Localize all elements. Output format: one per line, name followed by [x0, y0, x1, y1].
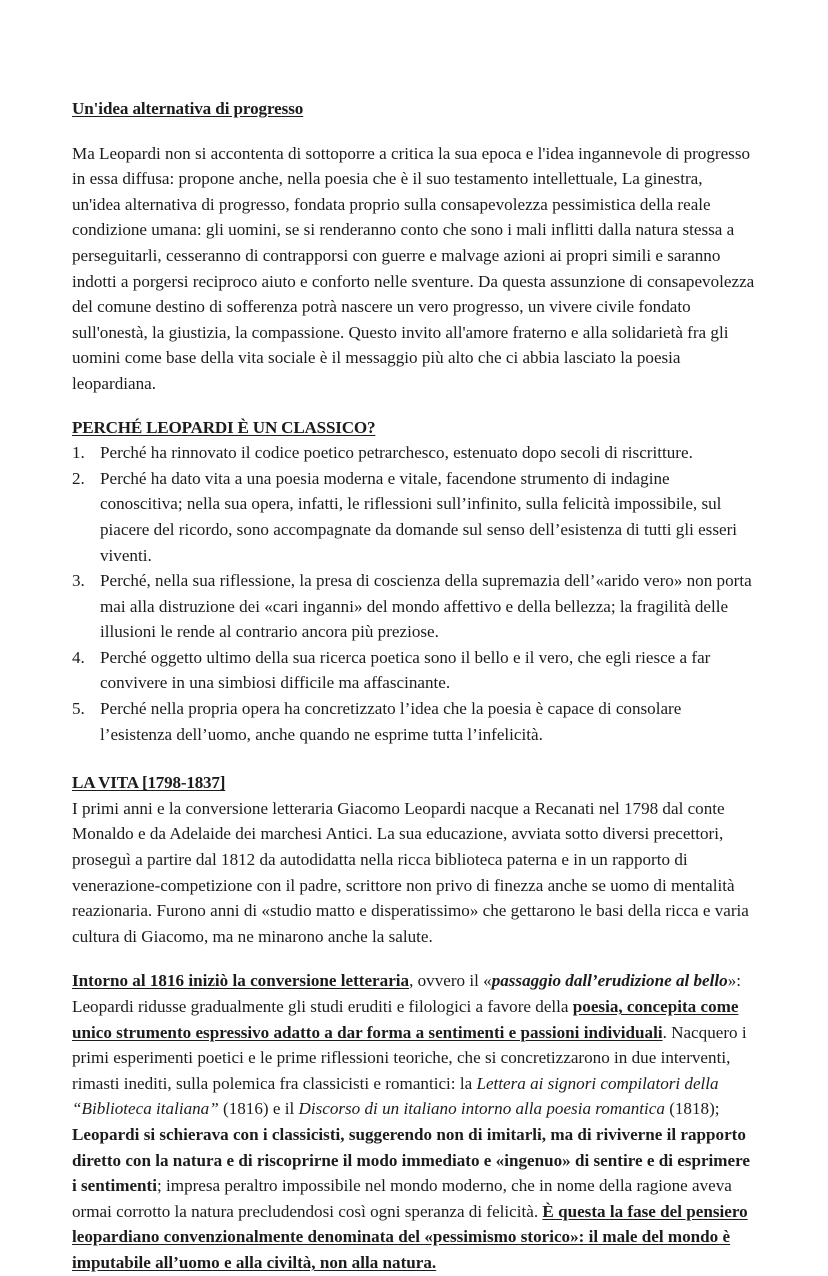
run-poesia-concepita: poesia, concepita come unico strumento espressivo adatto a dar forma a sentimenti e passioni individuali — [72, 997, 739, 1042]
classico-reasons-list — [72, 440, 755, 747]
paragraph-conversione-letteraria — [72, 968, 755, 1275]
run-bold-leopardi-classicisti: Leopardi si schierava con i classicisti, suggerendo non di imitarli, ma di riviverne il rapporto diretto con la natura e di riscoprirne il modo immediato e «ingenuo» di sentire e di esprimere i sentimenti — [72, 1124, 750, 1196]
spacer — [72, 397, 755, 415]
list-item: Perché oggetto ultimo della sua ricerca poetica sono il bello e il vero, che egli riesce a far convivere in una simbiosi difficile ma affascinante. — [100, 647, 711, 693]
spacer — [72, 122, 755, 141]
run-intorno-1816: Intorno al 1816 iniziò la conversione letteraria — [72, 971, 410, 991]
list-item: Perché ha dato vita a una poesia moderna e vitale, facendone strumento di indagine conoscitiva; nella sua opera, infatti, le riflessioni sull’infinito, sulla felicità impossibile, sul piacere del ricordo, sono accompagnate da domande sul senso dell’esistenza di tutti gli esseri viventi. — [100, 468, 738, 565]
spacer — [72, 949, 755, 968]
run-pessimismo-storico: È questa la fase del pensiero leopardiano convenzionalmente denominata del «pessimismo storico»: il male del mondo è imputabile all’uomo e alla civiltà, non alla natura. — [72, 1201, 748, 1272]
run-plain-nacquero: . Nacquero i primi esperimenti poetici e le prime riflessioni teoriche, che si concretizzarono in due interventi, rimasti inediti, sulla polemica fra classicisti e romantici: la — [72, 1022, 747, 1093]
run-passaggio-erudizione: passaggio dall’erudizione al bello — [491, 971, 728, 991]
list-item: Perché ha rinnovato il codice poetico petrarchesco, estenuato dopo secoli di riscritture. — [100, 443, 693, 463]
document-body — [72, 96, 755, 1276]
run-italic-discorso-italiano: Discorso di un italiano intorno alla poesia romantica — [298, 1099, 665, 1119]
paragraph-la-vita: I primi anni e la conversione letteraria Giacomo Leopardi nacque a Recanati nel 1798 dal conte Monaldo e da Adelaide dei marchesi Antici. La sua educazione, avviata sotto diversi precettori, proseguì a partire dal 1812 da autodidatta nella ricca biblioteca paterna e in un rapporto di venerazione-competizione con il padre, scrittore non privo di finezza anche se uomo di mentalità reazionaria. Furono anni di «studio matto e disperatissimo» che gettarono le basi della ricca e varia cultura di Giacomo, ma ne minarono anche la salute. — [72, 798, 749, 946]
run-plain-1818: (1818); — [664, 1099, 720, 1119]
run-plain-impresa-peraltro: ; impresa peraltro impossibile nel mondo moderno, che in nome della ragione aveva ormai corrotto la natura precludendosi così ogni speranza di felicità. — [72, 1176, 732, 1221]
run-italic-lettera-signori: Lettera ai signori compilatori della “Biblioteca italiana” — [72, 1073, 719, 1119]
heading-la-vita: LA VITA [1798-1837] — [72, 773, 226, 793]
run-plain-1816-e-il: (1816) e il — [218, 1099, 299, 1119]
list-item: Perché, nella sua riflessione, la presa di coscienza della supremazia dell’«arido vero» non porta mai alla distruzione dei «cari inganni» del mondo affettivo e della bellezza; la fragilità delle illusioni le rende al contrario ancora più preziose. — [100, 571, 752, 642]
heading-unidea-alternativa: Un'idea alternativa di progresso — [72, 99, 304, 118]
paragraph-progresso: Ma Leopardi non si accontenta di sottoporre a critica la sua epoca e l'idea ingannevole di progresso in essa diffusa: propone anche, nella poesia che è il suo testamento intellettuale, La ginestra, un'idea alternativa di progresso, fondata proprio sulla consapevolezza pessimistica della reale condizione umana: gli uomini, se si renderanno conto che sono i mali inflitti dalla natura stessa a perseguitarli, cesseranno di contrapporsi con guerre e malvage azioni ai propri simili e saranno indotti a porgersi reciproco aiuto e conforto nelle sventure. Da questa assunzione di consapevolezza del comune destino di sofferenza potrà nascere un vero progresso, un vivere civile fondato sull'onestà, la giustizia, la compassione. Questo invito all'amore fraterno e alla solidarietà fra gli uomini come base della vita sociale è il messaggio più alto che ci abbia lasciato la poesia leopardiana. — [72, 143, 755, 393]
list-item: Perché nella propria opera ha concretizzato l’idea che la poesia è capace di consolare l’esistenza dell’uomo, anche quando ne esprime tutta l’infelicità. — [100, 699, 682, 744]
heading-perche-leopardi-classico: PERCHÉ LEOPARDI È UN CLASSICO? — [72, 417, 376, 437]
run-plain-leopardi-ridusse: »: Leopardi ridusse gradualmente gli studi eruditi e filologici a favore della — [72, 971, 741, 1016]
run-plain-ovvero: , ovvero il « — [409, 971, 492, 991]
spacer — [72, 747, 755, 770]
